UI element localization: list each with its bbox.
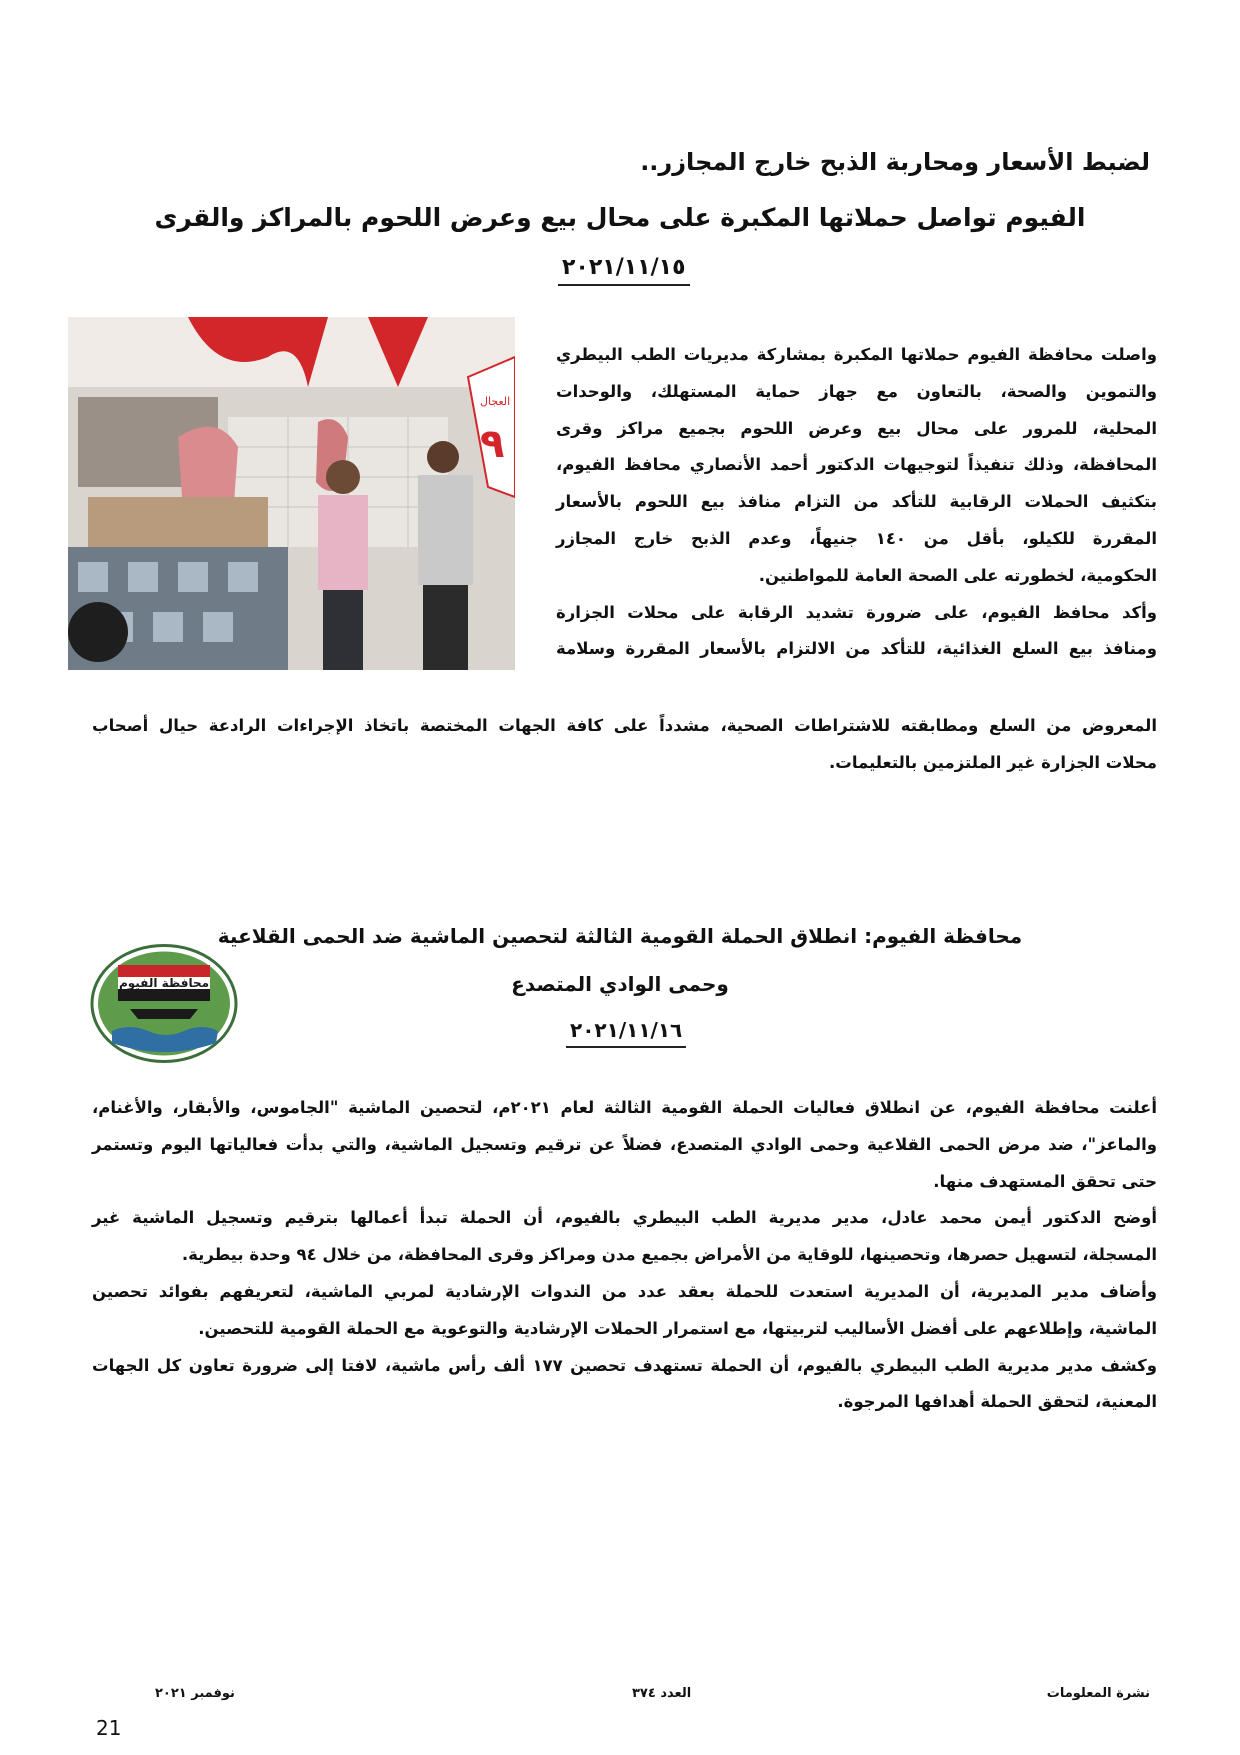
footer-publication: نشرة المعلومات (1046, 1686, 1150, 1701)
article2-line: والماعز"، ضد مرض الحمى القلاعية وحمى الوادي المتصدع، فضلاً عن ترقيم وتسجيل الماشية، والتي بدأت فعالياتها اليوم وتستمر (92, 1134, 1157, 1154)
page-number: 21 (96, 1716, 122, 1740)
article2-headline-line2: وحمى الوادي المتصدع (511, 972, 729, 996)
article1-photo (68, 317, 515, 670)
article1-line: واصلت محافظة الفيوم حملاتها المكبرة بمشاركة مديريات الطب البيطري (556, 345, 1157, 364)
article2-line: الماشية، وإطلاعهم على أفضل الأساليب لتربيتها، مع استمرار الحملات الإرشادية والتوعوية مع الحملة القومية للتحصين. (198, 1318, 1157, 1338)
article2-line: أعلنت محافظة الفيوم، عن انطلاق فعاليات الحملة القومية الثالثة لعام ٢٠٢١م، لتحصين الماشية "الجاموس، والأبقار، والأغنام، (92, 1098, 1157, 1117)
article2-line: المعنية، لتحقق الحملة أهدافها المرجوة. (837, 1392, 1157, 1412)
article2-line: وأضاف مدير المديرية، أن المديرية استعدت للحملة بعقد عدد من الندوات الإرشادية لمربي الماشية، لتعريفهم بفوائد تحصين (92, 1281, 1157, 1301)
article2-body (92, 1090, 1157, 1421)
article2-headline-rest: انطلاق الحملة القومية الثالثة لتحصين الماشية ضد الحمى القلاعية (217, 924, 858, 948)
article1-full-text (92, 708, 1157, 782)
footer-issue: العدد ٣٧٤ (632, 1686, 692, 1701)
article1-line: وأكد محافظ الفيوم، على ضرورة تشديد الرقابة على محلات الجزارة (556, 602, 1157, 622)
article1-line: الحكومية، لخطورته على الصحة العامة للمواطنين. (758, 565, 1157, 585)
logo-text: محافظة الفيوم (118, 976, 210, 990)
article1-line: ومنافذ بيع السلع الغذائية، للتأكد من الالتزام بالأسعار المقررة وسلامة (556, 639, 1157, 659)
article2-headline-prefix: محافظة الفيوم: (864, 924, 1023, 948)
fayoum-governorate-logo (90, 943, 238, 1064)
article2-line: وكشف مدير مديرية الطب البيطري بالفيوم، أن الحملة تستهدف تحصين ١٧٧ ألف رأس ماشية، لافتا إلى ضرورة تعاون كل الجهات (92, 1355, 1157, 1375)
article1-kicker: لضبط الأسعار ومحاربة الذبح خارج المجازر.. (640, 148, 1150, 176)
article1-line: المعروض من السلع ومطابقته للاشتراطات الصحية، مشدداً على كافة الجهات المختصة باتخاذ الإجراءات الرادعة حيال أصحاب (92, 716, 1157, 735)
article2-date: ٢٠٢١/١١/١٦ (566, 1018, 686, 1048)
article1-line: محلات الجزارة غير الملتزمين بالتعليمات. (828, 752, 1157, 772)
article1-wrapped-text (556, 337, 1157, 668)
article1-line: بتكثيف الحملات الرقابية للتأكد من التزام منافذ بيع اللحوم بالأسعار (556, 492, 1157, 512)
article1-line: والتموين والصحة، بالتعاون مع جهاز حماية المستهلك، والوحدات (556, 381, 1157, 401)
article2-line: حتى تحقق المستهدف منها. (933, 1171, 1157, 1191)
article1-line: المحلية، للمرور على محال بيع وعرض اللحوم بجميع مراكز وقرى (556, 418, 1157, 438)
article2-line: أوضح الدكتور أيمن محمد عادل، مدير مديرية الطب البيطري بالفيوم، أن الحملة تبدأ أعمالها بترقيم وتسجيل الماشية غير (92, 1208, 1157, 1228)
article1-headline: الفيوم تواصل حملاتها المكبرة على محال بيع وعرض اللحوم بالمراكز والقرى (154, 203, 1086, 232)
article1-line: المقررة للكيلو، بأقل من ١٤٠ جنيهاً، وعدم الذبح خارج المجازر (556, 528, 1157, 548)
butcher-shop-photo (68, 317, 515, 670)
photo-sign-number: ٩ (480, 421, 505, 467)
photo-sign-small: العجال (480, 395, 511, 408)
article1-line: المحافظة، وذلك تنفيذاً لتوجيهات الدكتور أحمد الأنصاري محافظ الفيوم، (556, 455, 1157, 475)
article2-line: المسجلة، لتسهيل حصرها، وتحصينها، للوقاية من الأمراض بجميع مدن ومراكز وقرى المحافظة، من خلال ٩٤ وحدة بيطرية. (181, 1245, 1157, 1265)
footer-month: نوفمبر ٢٠٢١ (155, 1686, 235, 1701)
article1-date: ٢٠٢١/١١/١٥ (558, 255, 690, 286)
